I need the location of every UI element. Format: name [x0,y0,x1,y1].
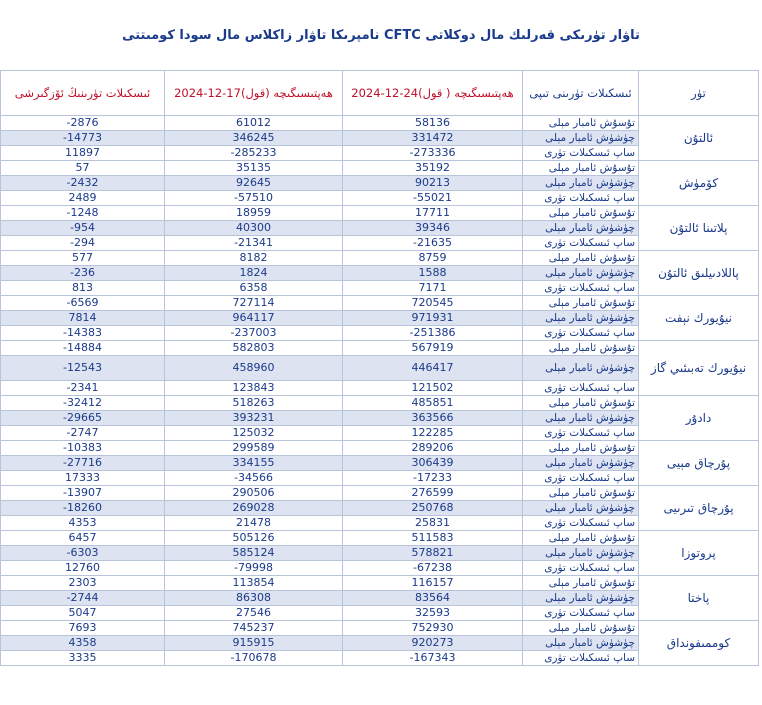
category-cell: تۇسۇش ئامبار مېلى [523,116,639,131]
category-cell: ساپ ئىسكىلات تۈرى [523,146,639,161]
value-date-1-cell: 61012 [165,116,343,131]
category-cell: چۈشۈش ئامبار مېلى [523,411,639,426]
table-row [1,531,759,546]
commodity-name-cell: ئالتۇن [639,116,759,161]
category-cell: چۈشۈش ئامبار مېلى [523,221,639,236]
value-date-1-cell: 269028 [165,501,343,516]
category-cell: تۇسۇش ئامبار مېلى [523,251,639,266]
value-date-2-cell: 720545 [343,296,523,311]
category-cell: ساپ ئىسكىلات تۈرى [523,426,639,441]
table-row [1,576,759,591]
header-commodity: تۈر [639,71,759,116]
cot-report-table [0,70,759,666]
value-date-2-cell: 116157 [343,576,523,591]
commodity-name-cell: پۇرچاق مېيى [639,441,759,486]
value-date-2-cell: 32593 [343,606,523,621]
commodity-name-cell: كۆمۈش [639,161,759,206]
value-date-1-cell: 18959 [165,206,343,221]
change-cell: -2432 [1,176,165,191]
value-date-1-cell: 40300 [165,221,343,236]
change-cell: 2303 [1,576,165,591]
value-date-1-cell: 6358 [165,281,343,296]
value-date-2-cell: 7171 [343,281,523,296]
value-date-1-cell: 518263 [165,396,343,411]
change-cell: 3335 [1,651,165,666]
value-date-1-cell: 35135 [165,161,343,176]
change-cell: -294 [1,236,165,251]
table-row [1,206,759,221]
value-date-1-cell: 915915 [165,636,343,651]
value-date-1-cell: 745237 [165,621,343,636]
table-row [1,396,759,411]
value-date-2-cell: 276599 [343,486,523,501]
change-cell: -32412 [1,396,165,411]
change-cell: 4353 [1,516,165,531]
value-date-2-cell: 971931 [343,311,523,326]
commodity-name-cell: نيۇيورك تەبىئىي گاز [639,341,759,396]
category-cell: تۇسۇش ئامبار مېلى [523,621,639,636]
change-cell: 11897 [1,146,165,161]
header-change: ئىسكىلات تۈرىنىڭ ئۆزگىرشى [1,71,165,116]
category-cell: تۇسۇش ئامبار مېلى [523,531,639,546]
change-cell: -13907 [1,486,165,501]
change-cell: -14884 [1,341,165,356]
value-date-1-cell: 964117 [165,311,343,326]
category-cell: تۇسۇش ئامبار مېلى [523,396,639,411]
value-date-1-cell: 86308 [165,591,343,606]
change-cell: 7693 [1,621,165,636]
category-cell: چۈشۈش ئامبار مېلى [523,131,639,146]
category-cell: چۈشۈش ئامبار مېلى [523,456,639,471]
commodity-name-cell: پروتوزا [639,531,759,576]
value-date-2-cell: 306439 [343,456,523,471]
value-date-1-cell: 585124 [165,546,343,561]
value-date-1-cell: 123843 [165,381,343,396]
category-cell: تۇسۇش ئامبار مېلى [523,206,639,221]
value-date-2-cell: 920273 [343,636,523,651]
category-cell: ساپ ئىسكىلات تۈرى [523,236,639,251]
category-cell: تۇسۇش ئامبار مېلى [523,486,639,501]
value-date-1-cell: 8182 [165,251,343,266]
value-date-2-cell: -17233 [343,471,523,486]
change-cell: -14773 [1,131,165,146]
category-cell: ساپ ئىسكىلات تۈرى [523,651,639,666]
category-cell: ساپ ئىسكىلات تۈرى [523,516,639,531]
category-cell: ساپ ئىسكىلات تۈرى [523,191,639,206]
commodity-name-cell: پلاتىنا ئالتۇن [639,206,759,251]
value-date-2-cell: -167343 [343,651,523,666]
value-date-1-cell: -57510 [165,191,343,206]
category-cell: ساپ ئىسكىلات تۈرى [523,381,639,396]
category-cell: ساپ ئىسكىلات تۈرى [523,281,639,296]
change-cell: -29665 [1,411,165,426]
header-date-2: 2024-12-24ھەپتىسىگىچە ( قول) [343,71,523,116]
value-date-2-cell: -21635 [343,236,523,251]
header-row [1,71,759,116]
value-date-1-cell: -285233 [165,146,343,161]
commodity-name-cell: دادۇر [639,396,759,441]
value-date-1-cell: -237003 [165,326,343,341]
change-cell: 7814 [1,311,165,326]
table-row [1,296,759,311]
category-cell: تۇسۇش ئامبار مېلى [523,441,639,456]
change-cell: 57 [1,161,165,176]
commodity-name-cell: پاختا [639,576,759,621]
value-date-2-cell: 90213 [343,176,523,191]
category-cell: ساپ ئىسكىلات تۈرى [523,606,639,621]
category-cell: تۇسۇش ئامبار مېلى [523,296,639,311]
value-date-2-cell: 17711 [343,206,523,221]
value-date-2-cell: 752930 [343,621,523,636]
value-date-1-cell: 92645 [165,176,343,191]
change-cell: -2341 [1,381,165,396]
change-cell: -6303 [1,546,165,561]
change-cell: 813 [1,281,165,296]
value-date-1-cell: 458960 [165,356,343,381]
value-date-1-cell: 21478 [165,516,343,531]
value-date-2-cell: 446417 [343,356,523,381]
commodity-name-cell: كوممىفونداق [639,621,759,666]
category-cell: چۈشۈش ئامبار مېلى [523,591,639,606]
change-cell: -2876 [1,116,165,131]
change-cell: -27716 [1,456,165,471]
table-row [1,341,759,356]
value-date-1-cell: 393231 [165,411,343,426]
value-date-2-cell: -55021 [343,191,523,206]
value-date-1-cell: 299589 [165,441,343,456]
category-cell: چۈشۈش ئامبار مېلى [523,266,639,281]
table-row [1,161,759,176]
value-date-2-cell: 8759 [343,251,523,266]
category-cell: ساپ ئىسكىلات تۈرى [523,561,639,576]
table-row [1,441,759,456]
value-date-1-cell: -21341 [165,236,343,251]
value-date-2-cell: 567919 [343,341,523,356]
value-date-2-cell: 250768 [343,501,523,516]
value-date-1-cell: 113854 [165,576,343,591]
category-cell: چۈشۈش ئامبار مېلى [523,501,639,516]
table-row [1,116,759,131]
value-date-1-cell: 125032 [165,426,343,441]
value-date-2-cell: 35192 [343,161,523,176]
value-date-2-cell: 122285 [343,426,523,441]
value-date-2-cell: -251386 [343,326,523,341]
value-date-1-cell: 727114 [165,296,343,311]
category-cell: چۈشۈش ئامبار مېلى [523,636,639,651]
table-row [1,621,759,636]
value-date-1-cell: 1824 [165,266,343,281]
category-cell: تۇسۇش ئامبار مېلى [523,161,639,176]
change-cell: -2747 [1,426,165,441]
change-cell: -2744 [1,591,165,606]
change-cell: -10383 [1,441,165,456]
value-date-1-cell: 582803 [165,341,343,356]
value-date-2-cell: 578821 [343,546,523,561]
change-cell: -14383 [1,326,165,341]
change-cell: 2489 [1,191,165,206]
commodity-name-cell: نيۇيورك نېفت [639,296,759,341]
value-date-1-cell: 27546 [165,606,343,621]
category-cell: تۇسۇش ئامبار مېلى [523,341,639,356]
table-row [1,251,759,266]
value-date-2-cell: 1588 [343,266,523,281]
change-cell: 4358 [1,636,165,651]
value-date-2-cell: 121502 [343,381,523,396]
value-date-2-cell: -67238 [343,561,523,576]
change-cell: -6569 [1,296,165,311]
value-date-1-cell: -34566 [165,471,343,486]
change-cell: 17333 [1,471,165,486]
value-date-1-cell: 334155 [165,456,343,471]
value-date-2-cell: 58136 [343,116,523,131]
value-date-1-cell: 505126 [165,531,343,546]
change-cell: -1248 [1,206,165,221]
header-category: ئىسكىلات تۈرىنى تىپى [523,71,639,116]
table-row [1,486,759,501]
category-cell: ساپ ئىسكىلات تۈرى [523,326,639,341]
change-cell: -12543 [1,356,165,381]
value-date-2-cell: 289206 [343,441,523,456]
commodity-name-cell: پاللادىيلىق ئالتۇن [639,251,759,296]
value-date-1-cell: -79998 [165,561,343,576]
value-date-2-cell: 485851 [343,396,523,411]
value-date-2-cell: 511583 [343,531,523,546]
header-date-1: 2024-12-17ھەپتىسىگىچە (قول) [165,71,343,116]
value-date-2-cell: 331472 [343,131,523,146]
value-date-1-cell: 346245 [165,131,343,146]
value-date-2-cell: 363566 [343,411,523,426]
value-date-2-cell: 39346 [343,221,523,236]
category-cell: چۈشۈش ئامبار مېلى [523,176,639,191]
category-cell: چۈشۈش ئامبار مېلى [523,356,639,381]
change-cell: -18260 [1,501,165,516]
report-title: نامپرىكا تاۋار زاكلاس مال سودا كومىتتى CFTC تاۋار تۈرىكى قەرلىك مال دوكلاتى [122,27,640,43]
value-date-2-cell: -273336 [343,146,523,161]
change-cell: 6457 [1,531,165,546]
change-cell: -236 [1,266,165,281]
change-cell: 12760 [1,561,165,576]
value-date-2-cell: 83564 [343,591,523,606]
category-cell: چۈشۈش ئامبار مېلى [523,311,639,326]
commodity-name-cell: پۇرچاق تىرىيى [639,486,759,531]
value-date-2-cell: 25831 [343,516,523,531]
value-date-1-cell: -170678 [165,651,343,666]
change-cell: 5047 [1,606,165,621]
category-cell: تۇسۇش ئامبار مېلى [523,576,639,591]
category-cell: ساپ ئىسكىلات تۈرى [523,471,639,486]
category-cell: چۈشۈش ئامبار مېلى [523,546,639,561]
value-date-1-cell: 290506 [165,486,343,501]
change-cell: 577 [1,251,165,266]
change-cell: -954 [1,221,165,236]
